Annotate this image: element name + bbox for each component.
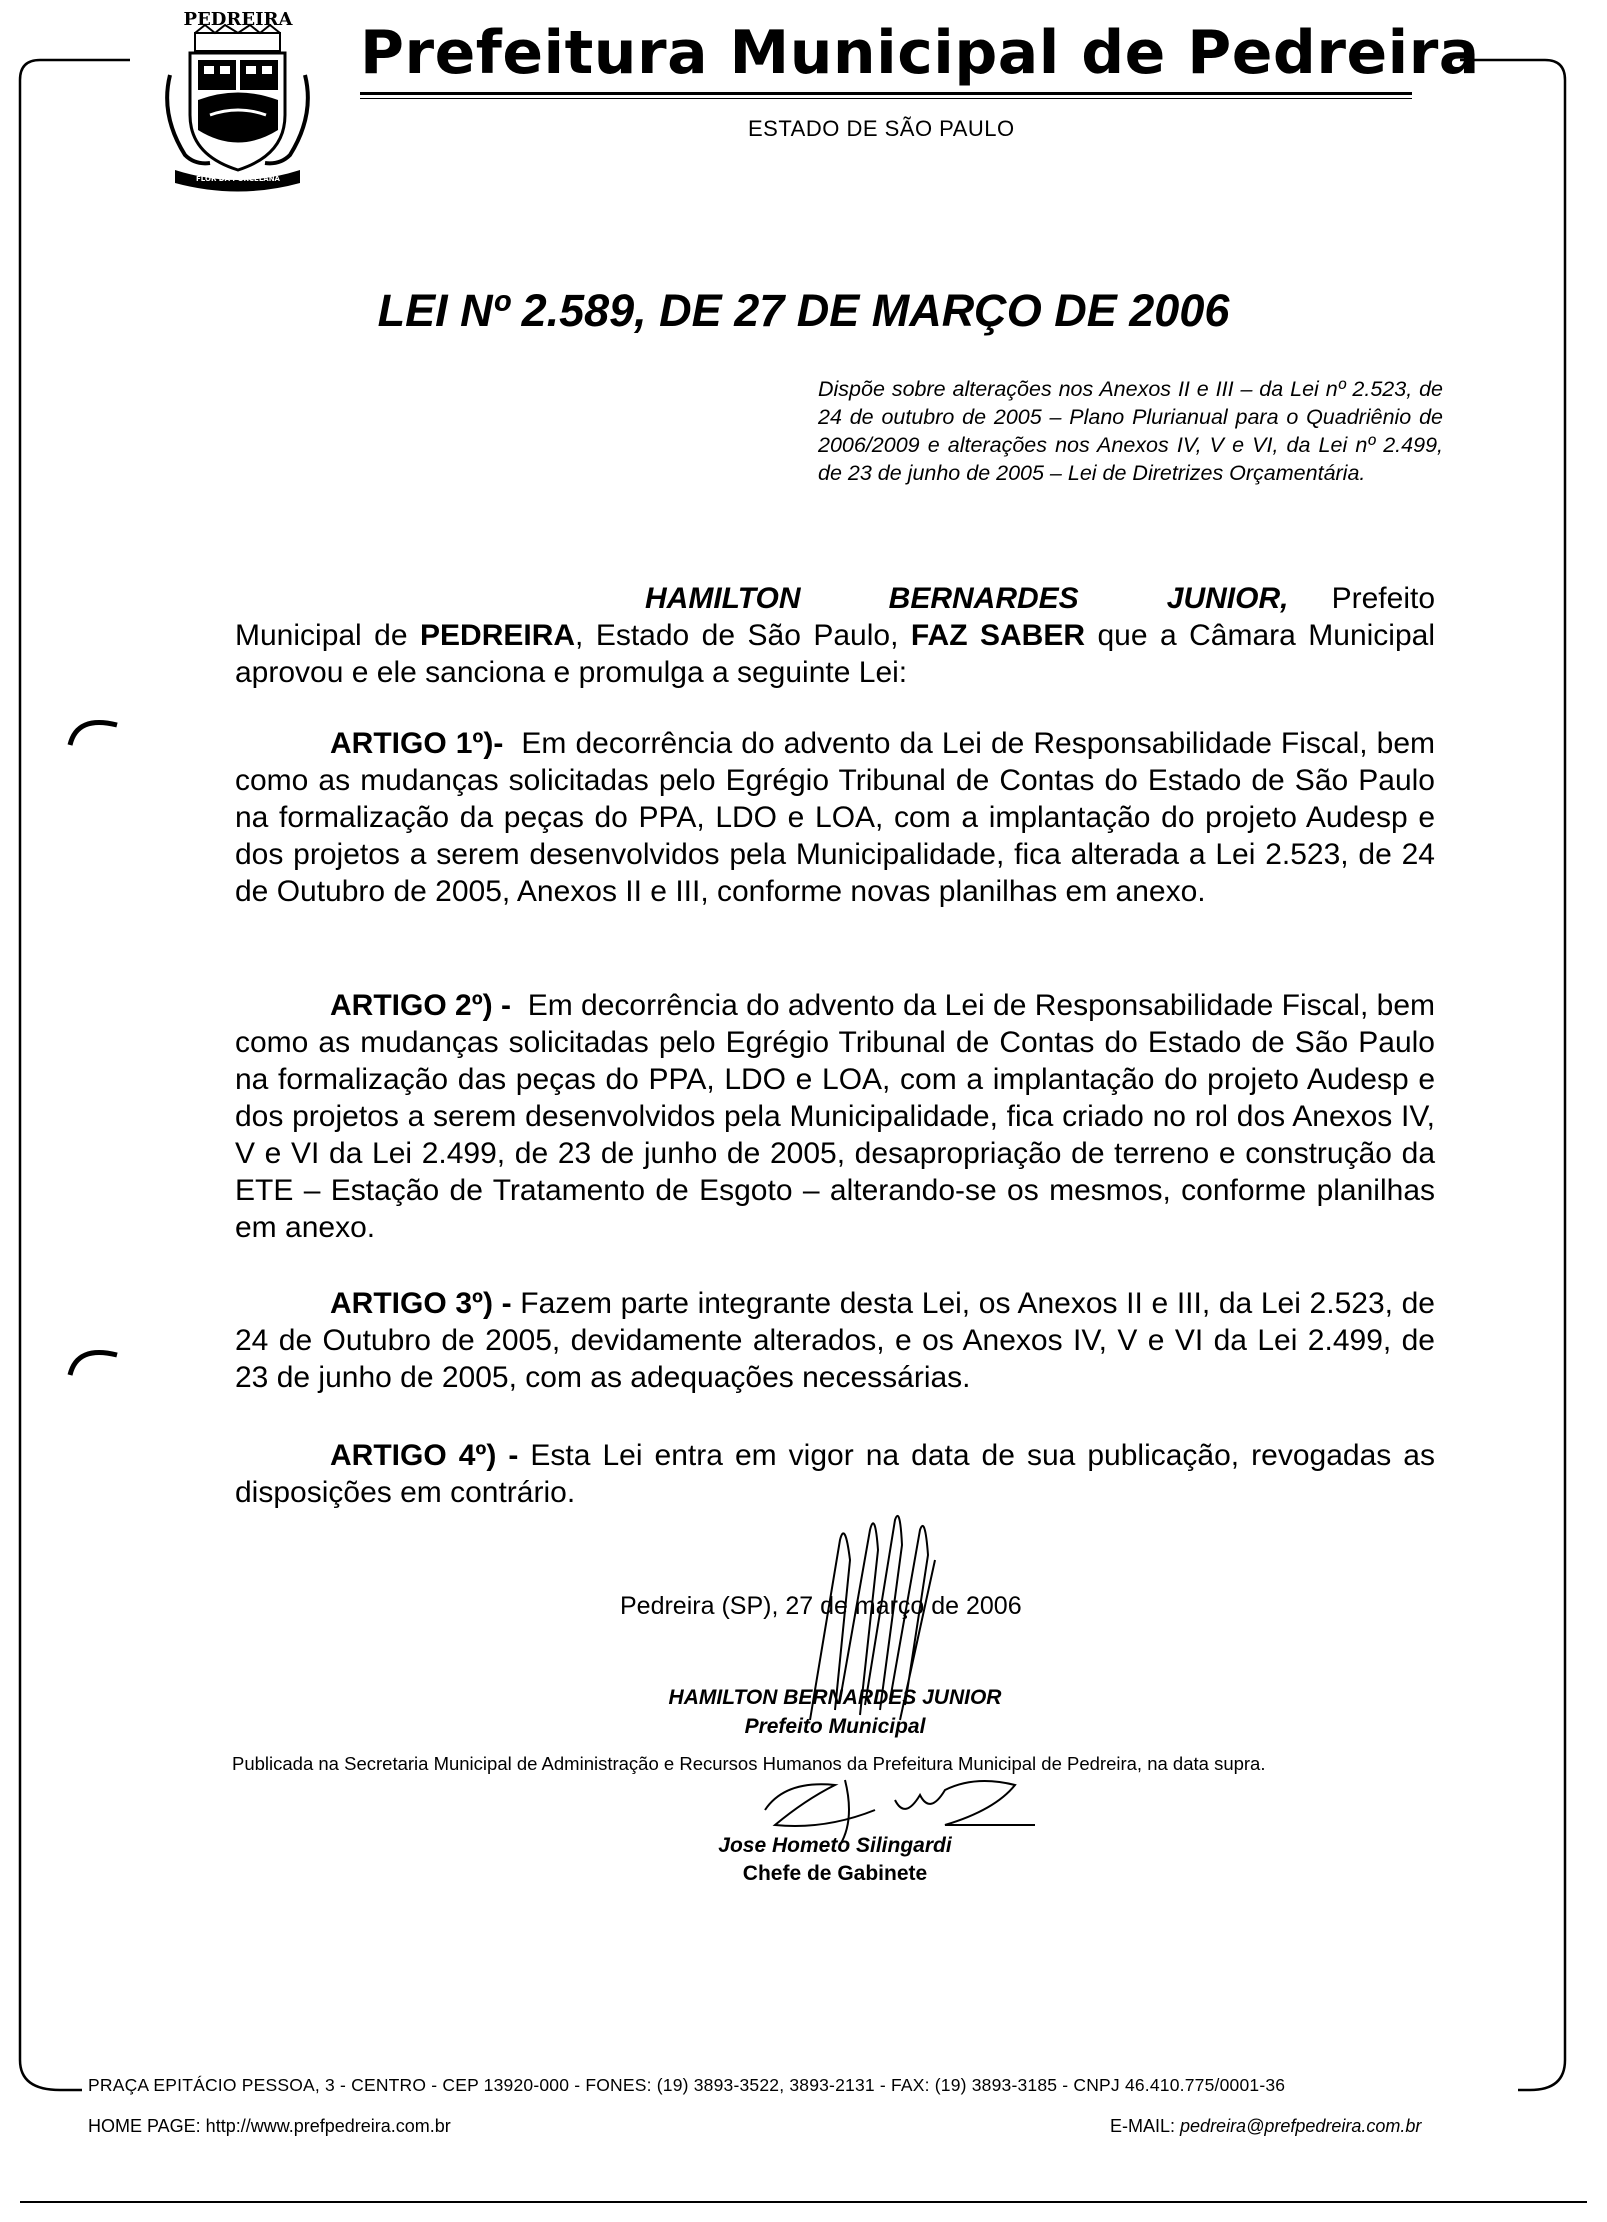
header-rule: [360, 92, 1412, 95]
signature-place-date: Pedreira (SP), 27 de março de 2006: [620, 1592, 1022, 1620]
law-ementa: Dispõe sobre alterações nos Anexos II e III – da Lei nº 2.523, de 24 de outubro de 2005 – Plano Plurianual para o Quadriênio de 2006/2009 e alterações nos Anexos IV, V e VI, da Lei nº 2.499, de 23 de junho de 2005 – Lei de Diretrizes Orçamentária.: [818, 377, 1443, 485]
article-1: [235, 725, 1435, 910]
article-1-text: Em decorrência do advento da Lei de Responsabilidade Fiscal, bem como as mudanças solicitadas pelo Egrégio Tribunal de Contas do Estado de São Paulo na formalização da peças do PPA, LDO e LOA, com a implantação do projeto Audesp e dos projetos a serem desenvolvidos pela Municipalidade, fica alterada a Lei 2.523, de 24 de Outubro de 2005, Anexos II e III, conforme novas planilhas em anexo.: [235, 727, 1435, 908]
footer-home-page: HOME PAGE: http://www.prefpedreira.com.br: [88, 2116, 451, 2136]
footer-email: [1110, 2116, 1421, 2137]
signature-role: Prefeito Municipal: [744, 1715, 926, 1738]
header-title: Prefeitura Municipal de Pedreira: [360, 18, 1480, 88]
article-2-text: Em decorrência do advento da Lei de Responsabilidade Fiscal, bem como as mudanças solicitadas pelo Egrégio Tribunal de Contas do Estado de São Paulo na formalização das peças do PPA, LDO e LOA, com a implantação do projeto Audesp e dos projetos a serem desenvolvidos pela Municipalidade, fica criado no rol dos Anexos IV, V e VI da Lei 2.499, de 23 de junho de 2005, desapropriação de terreno e construção da ETE – Estação de Tratamento de Esgoto – alterando-se os mesmos, conforme planilhas em anexo.: [235, 989, 1436, 1244]
header-rule-thin: [360, 98, 1412, 99]
preamble-city: PEDREIRA: [420, 619, 576, 652]
header-subtitle: ESTADO DE SÃO PAULO: [748, 116, 1015, 141]
footer-email-label: E-MAIL:: [1110, 2116, 1176, 2136]
municipal-crest-icon: [150, 5, 325, 200]
footer-address: PRAÇA EPITÁCIO PESSOA, 3 - CENTRO - CEP 13920-000 - FONES: (19) 3893-3522, 3893-2131 - FAX: (19) 3893-3185 - CNPJ 46.410.775/0001-36: [88, 2075, 1286, 2095]
punch-mark-icon: [62, 1340, 132, 1380]
publication-text: Publicada na Secretaria Municipal de Administração e Recursos Humanos da Prefeitura Municipal de Pedreira, na data supra.: [232, 1753, 1266, 1774]
mayor-name: HAMILTON BERNARDES JUNIOR,: [645, 582, 1289, 615]
article-4-text: Esta Lei entra em vigor na data de sua publicação, revogadas as disposições em contrário.: [235, 1439, 1435, 1509]
signature-name: HAMILTON BERNARDES JUNIOR: [668, 1686, 1002, 1709]
preamble-text-3: que a Câmara Municipal aprovou e ele sanciona e promulga a seguinte Lei:: [235, 619, 1436, 689]
article-4-label: ARTIGO 4º) -: [330, 1439, 519, 1472]
preamble: [235, 580, 1435, 691]
footer-email-address: pedreira@prefpedreira.com.br: [1180, 2116, 1422, 2136]
article-3-text: Fazem parte integrante desta Lei, os Anexos II e III, da Lei 2.523, de 24 de Outubro de 2005, devidamente alterados, e os Anexos IV, V e VI da Lei 2.499, de 23 de junho de 2005, com as adequações necessárias.: [235, 1287, 1435, 1394]
law-title: LEI Nº 2.589, DE 27 DE MARÇO DE 2006: [377, 285, 1230, 336]
punch-mark-icon: [62, 710, 132, 750]
svg-text:FLOR DA PORCELANA: FLOR DA PORCELANA: [196, 175, 280, 183]
chief-name: Jose Hometo Silingardi: [718, 1834, 952, 1857]
article-1-label: ARTIGO 1º)-: [330, 727, 504, 760]
preamble-text-2: , Estado de São Paulo,: [575, 619, 899, 652]
article-3: [235, 1285, 1435, 1396]
crest-top-text: PEDREIRA: [183, 9, 293, 30]
preamble-faz-saber: FAZ SABER: [910, 619, 1086, 652]
chief-role: Chefe de Gabinete: [742, 1862, 928, 1885]
article-2-label: ARTIGO 2º) -: [330, 989, 511, 1022]
article-3-label: ARTIGO 3º) -: [330, 1287, 512, 1320]
article-2: [235, 987, 1435, 1246]
preamble-text-1: Prefeito Municipal de: [235, 582, 1435, 652]
